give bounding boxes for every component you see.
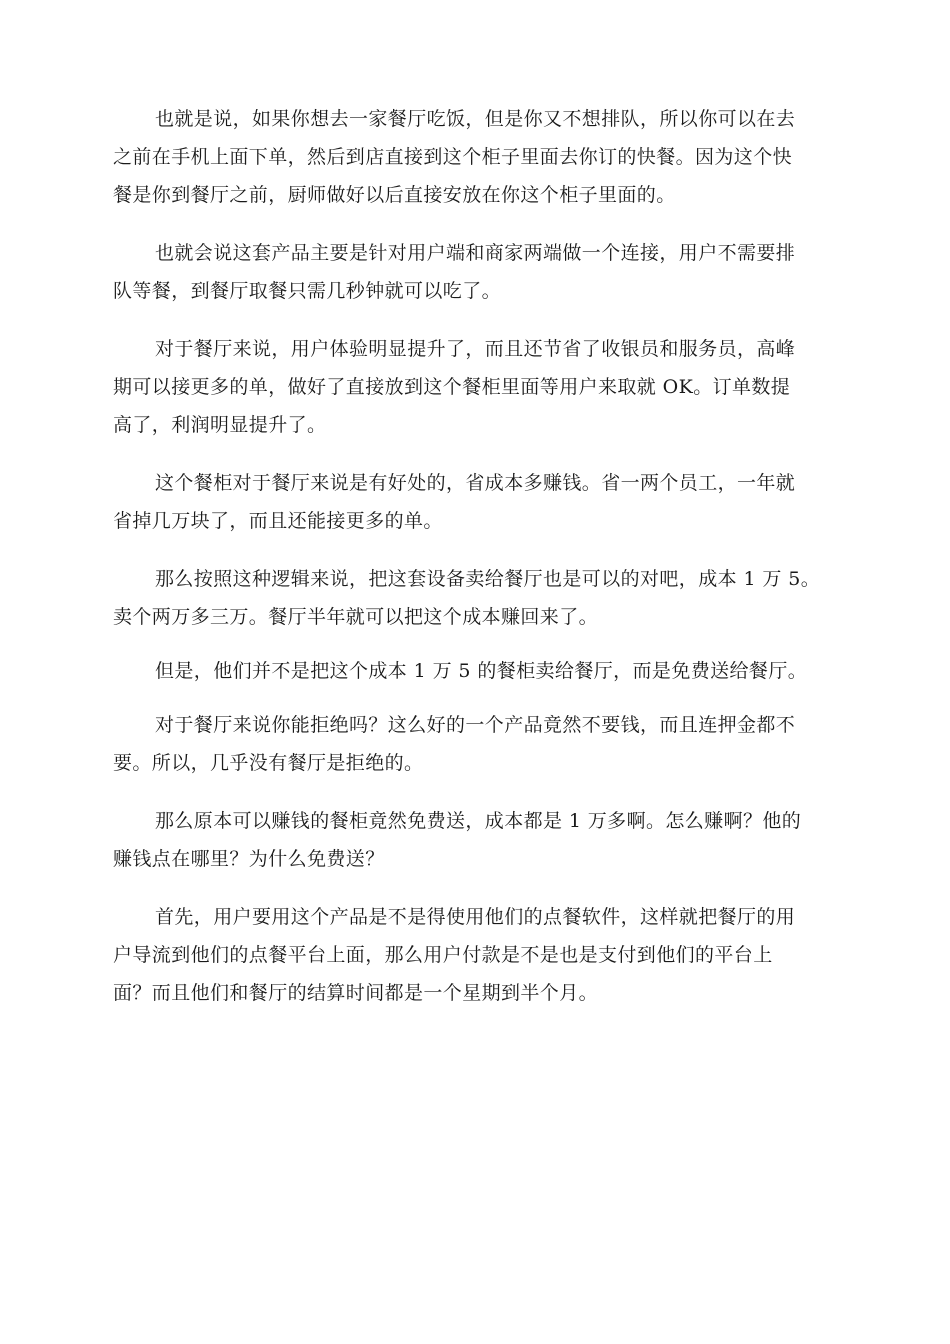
paragraph-line: 队等餐，到餐厅取餐只需几秒钟就可以吃了。 (113, 280, 502, 302)
paragraph-3 (113, 330, 873, 444)
paragraph-8 (113, 802, 873, 878)
paragraph-line: 卖个两万多三万。餐厅半年就可以把这个成本赚回来了。 (113, 606, 599, 628)
paragraph-line: 那么原本可以赚钱的餐柜竟然免费送，成本都是 1 万多啊。怎么赚啊？他的 (155, 810, 802, 832)
paragraph-line: 对于餐厅来说你能拒绝吗？这么好的一个产品竟然不要钱，而且连押金都不 (155, 714, 796, 736)
paragraph-line: 之前在手机上面下单，然后到店直接到这个柜子里面去你订的快餐。因为这个快 (113, 146, 793, 168)
paragraph-line: 户导流到他们的点餐平台上面，那么用户付款是不是也是支付到他们的平台上 (113, 944, 773, 966)
paragraph-line: 省掉几万块了，而且还能接更多的单。 (113, 510, 443, 532)
paragraph-6 (113, 652, 873, 690)
paragraph-line: 那么按照这种逻辑来说，把这套设备卖给餐厅也是可以的对吧，成本 1 万 5。 (155, 568, 821, 590)
paragraph-line: 对于餐厅来说，用户体验明显提升了，而且还节省了收银员和服务员，高峰 (155, 338, 796, 360)
paragraph-line: 也就是说，如果你想去一家餐厅吃饭，但是你又不想排队，所以你可以在去 (155, 108, 796, 130)
paragraph-line: 也就会说这套产品主要是针对用户端和商家两端做一个连接，用户不需要排 (155, 242, 796, 264)
paragraph-line: 但是，他们并不是把这个成本 1 万 5 的餐柜卖给餐厅，而是免费送给餐厅。 (155, 660, 808, 682)
paragraph-line: 高了，利润明显提升了。 (113, 414, 327, 436)
paragraph-line: 这个餐柜对于餐厅来说是有好处的，省成本多赚钱。省一两个员工，一年就 (155, 472, 796, 494)
paragraph-5 (113, 560, 873, 636)
paragraph-line: 期可以接更多的单，做好了直接放到这个餐柜里面等用户来取就 OK。订单数提 (113, 376, 791, 398)
paragraph-4 (113, 464, 873, 540)
paragraph-line: 要。所以，几乎没有餐厅是拒绝的。 (113, 752, 424, 774)
paragraph-9 (113, 898, 873, 1012)
paragraph-line: 首先，用户要用这个产品是不是得使用他们的点餐软件，这样就把餐厅的用 (155, 906, 796, 928)
document-page (113, 100, 873, 1012)
paragraph-1 (113, 100, 873, 214)
paragraph-7 (113, 706, 873, 782)
paragraph-line: 餐是你到餐厅之前，厨师做好以后直接安放在你这个柜子里面的。 (113, 184, 676, 206)
paragraph-line: 面？而且他们和餐厅的结算时间都是一个星期到半个月。 (113, 982, 599, 1004)
paragraph-2 (113, 234, 873, 310)
paragraph-line: 赚钱点在哪里？为什么免费送？ (113, 848, 385, 870)
